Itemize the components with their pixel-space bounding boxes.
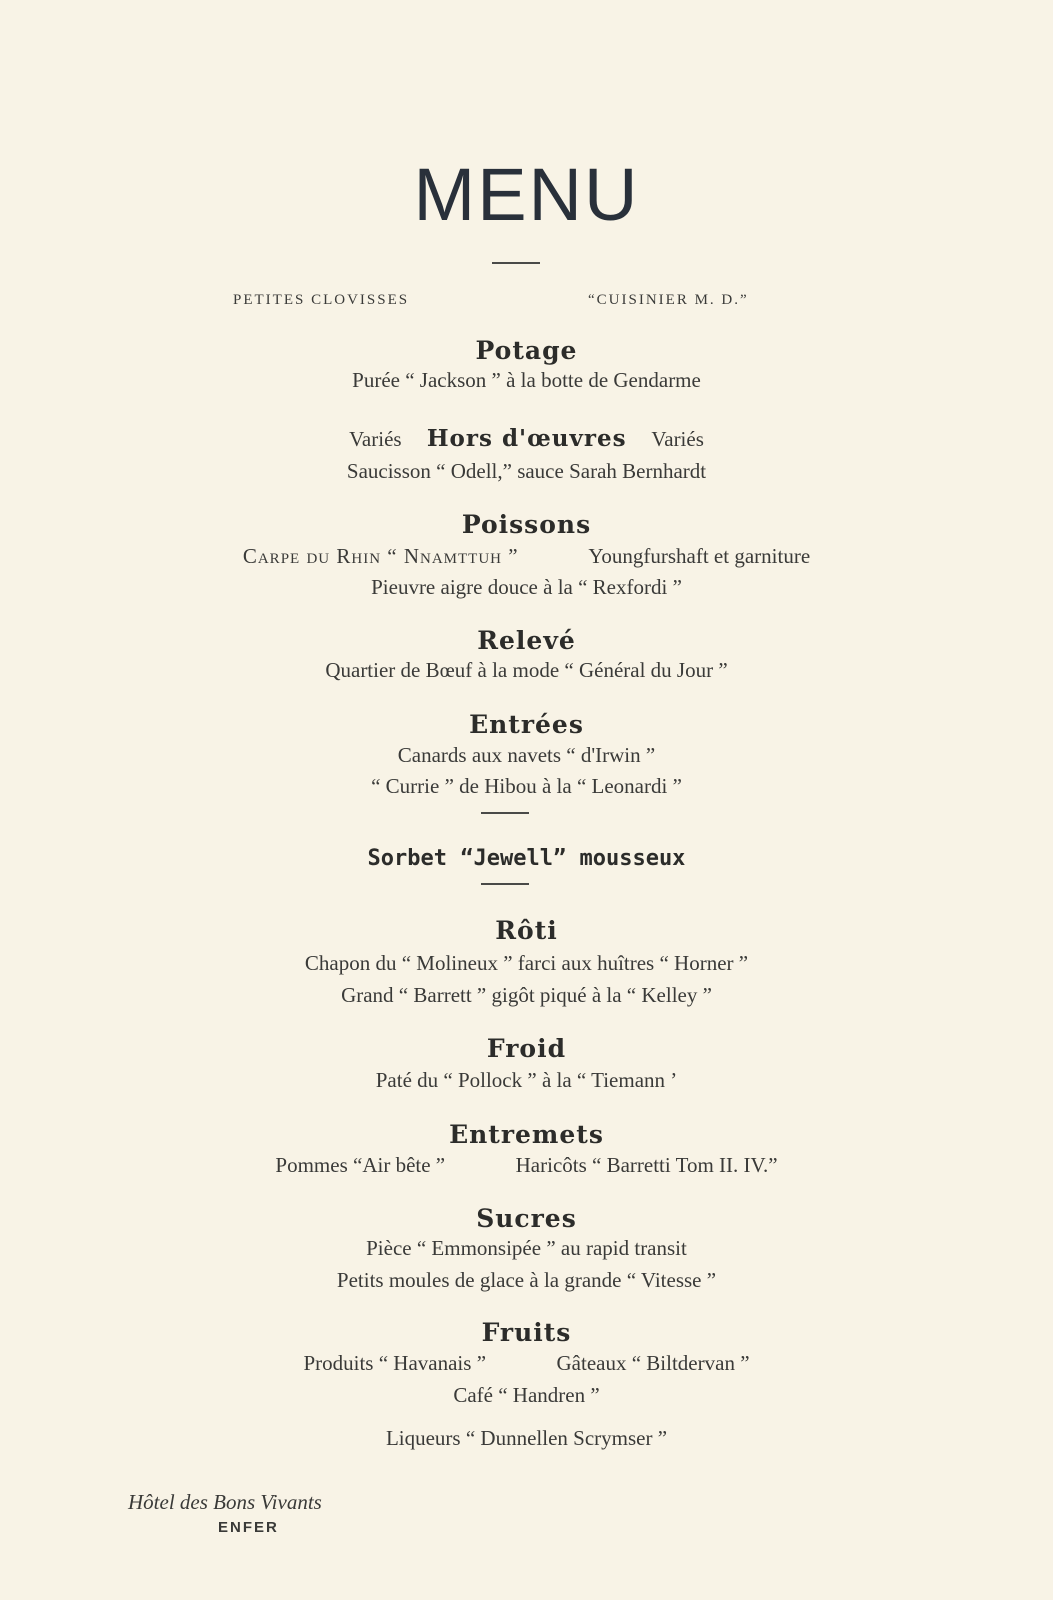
entrees-heading: Entrées: [469, 710, 584, 739]
poissons-line-1-left: Carpe du Rhin “ Nnamttuh ”: [242, 544, 519, 568]
fruits-line-1-left: Produits “ Havanais ”: [303, 1351, 487, 1375]
title-divider: [492, 262, 540, 264]
entremets-line-1-left: Pommes “Air bête ”: [275, 1153, 446, 1177]
potage-line-1: Purée “ Jackson ” à la botte de Gendarme: [352, 368, 701, 392]
froid-heading: Froid: [486, 1034, 567, 1063]
entrees-line-2: “ Currie ” de Hibou à la “ Leonardi ”: [371, 774, 682, 798]
fruits-line-1: [0, 1353, 1053, 1374]
entremets-line-1-right: Haricôts “ Barretti Tom II. IV.”: [515, 1153, 778, 1177]
hors-heading: Hors d'œuvres: [426, 425, 627, 452]
releve-line-1: Quartier de Bœuf à la mode “ Général du Jour ”: [325, 658, 728, 682]
releve-heading: Relevé: [477, 626, 576, 655]
fruits-line-1-right: Gâteaux “ Biltdervan ”: [556, 1351, 750, 1375]
roti-heading: Rôti: [495, 916, 558, 945]
poissons-line-1-right: Youngfurshaft et garniture: [588, 544, 811, 568]
hors-row: [0, 427, 1053, 450]
poissons-line-2: Pieuvre aigre douce à la “ Rexfordi ”: [371, 575, 682, 599]
froid-line-1: Paté du “ Pollock ” à la “ Tiemann ’: [375, 1068, 678, 1092]
liqueurs-line: Liqueurs “ Dunnellen Scrymser ”: [385, 1426, 668, 1450]
starter-right: “CUISINIER M. D.”: [588, 292, 749, 308]
entremets-heading: Entremets: [449, 1120, 604, 1149]
roti-line-2: Grand “ Barrett ” gigôt piqué à la “ Kelley ”: [341, 983, 712, 1007]
fruits-line-2: Café “ Handren ”: [453, 1383, 600, 1407]
sorbet-divider-bottom: [481, 883, 529, 885]
hors-right: Variés: [651, 427, 704, 451]
menu-title: MENU: [413, 153, 640, 236]
potage-heading: Potage: [475, 336, 578, 365]
fruits-heading: Fruits: [481, 1318, 572, 1347]
roti-line-1: Chapon du “ Molineux ” farci aux huîtres “ Horner ”: [304, 951, 749, 975]
entremets-line-1: [0, 1155, 1053, 1176]
footer-place: ENFER: [218, 1519, 279, 1536]
sorbet-line: Sorbet “Jewell” mousseux: [367, 846, 686, 871]
sucres-line-2: Petits moules de glace à la grande “ Vitesse ”: [336, 1268, 717, 1292]
entrees-line-1: Canards aux navets “ d'Irwin ”: [397, 743, 656, 767]
hors-left: Variés: [349, 427, 402, 451]
footer-hotel: Hôtel des Bons Vivants: [128, 1490, 322, 1514]
poissons-line-1: [0, 546, 1053, 567]
sorbet-divider-top: [481, 812, 529, 814]
sucres-line-1: Pièce “ Emmonsipée ” au rapid transit: [366, 1236, 687, 1260]
starter-left: PETITES CLOVISSES: [233, 292, 410, 308]
poissons-heading: Poissons: [461, 510, 592, 539]
sucres-heading: Sucres: [476, 1204, 577, 1233]
hors-line-1: Saucisson “ Odell,” sauce Sarah Bernhardt: [346, 459, 707, 483]
